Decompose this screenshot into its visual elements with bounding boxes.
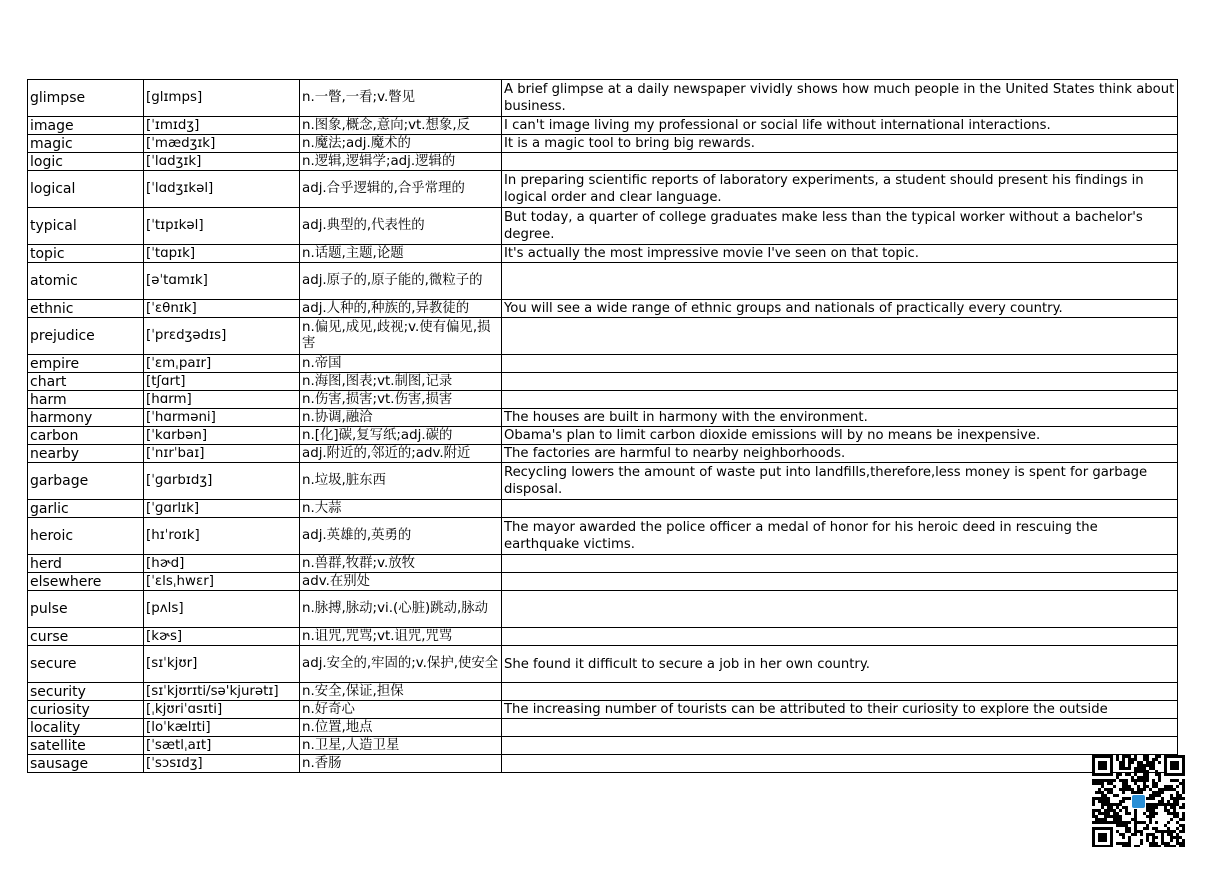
meaning-cell: n.话题,主题,论题 bbox=[300, 245, 502, 263]
example-cell: It is a magic tool to bring big rewards. bbox=[502, 135, 1178, 153]
word-cell: topic bbox=[28, 245, 144, 263]
meaning-cell: n.位置,地点 bbox=[300, 719, 502, 737]
phonetic-cell: [ˈlɑdʒɪk] bbox=[144, 153, 300, 171]
word-cell: herd bbox=[28, 555, 144, 573]
meaning-cell: adj.安全的,牢固的;v.保护,使安全 bbox=[300, 646, 502, 683]
table-row bbox=[28, 318, 1178, 355]
example-cell bbox=[502, 153, 1178, 171]
phonetic-cell: [ˈɛθnɪk] bbox=[144, 300, 300, 318]
example-cell: The mayor awarded the police officer a medal of honor for his heroic deed in rescuing the earthquake victims. bbox=[502, 518, 1178, 555]
table-row bbox=[28, 171, 1178, 208]
phonetic-cell: [hɑrm] bbox=[144, 391, 300, 409]
word-cell: ethnic bbox=[28, 300, 144, 318]
phonetic-cell: [ˈmædʒɪk] bbox=[144, 135, 300, 153]
meaning-cell: adj.合乎逻辑的,合乎常理的 bbox=[300, 171, 502, 208]
word-cell: satellite bbox=[28, 737, 144, 755]
table-row bbox=[28, 117, 1178, 135]
meaning-cell: adv.在别处 bbox=[300, 573, 502, 591]
example-cell bbox=[502, 373, 1178, 391]
word-cell: curse bbox=[28, 628, 144, 646]
example-cell: Obama's plan to limit carbon dioxide emissions will by no means be inexpensive. bbox=[502, 427, 1178, 445]
phonetic-cell: [sɪˈkjʊrɪti/sə'kjurətɪ] bbox=[144, 683, 300, 701]
word-cell: curiosity bbox=[28, 701, 144, 719]
table-row bbox=[28, 208, 1178, 245]
phonetic-cell: [ˈlɑdʒɪkəl] bbox=[144, 171, 300, 208]
phonetic-cell: [ˈsætlˌaɪt] bbox=[144, 737, 300, 755]
word-cell: glimpse bbox=[28, 80, 144, 117]
meaning-cell: n.图象,概念,意向;vt.想象,反 bbox=[300, 117, 502, 135]
meaning-cell: n.伤害,损害;vt.伤害,损害 bbox=[300, 391, 502, 409]
example-cell bbox=[502, 500, 1178, 518]
table-row bbox=[28, 153, 1178, 171]
table-row bbox=[28, 701, 1178, 719]
word-cell: carbon bbox=[28, 427, 144, 445]
example-cell bbox=[502, 391, 1178, 409]
table-row bbox=[28, 427, 1178, 445]
table-row bbox=[28, 628, 1178, 646]
phonetic-cell: [ˈnɪrˈbaɪ] bbox=[144, 445, 300, 463]
meaning-cell: n.大蒜 bbox=[300, 500, 502, 518]
phonetic-cell: [pʌls] bbox=[144, 591, 300, 628]
table-row bbox=[28, 445, 1178, 463]
phonetic-cell: [ˈkɑrbən] bbox=[144, 427, 300, 445]
word-cell: harmony bbox=[28, 409, 144, 427]
word-cell: prejudice bbox=[28, 318, 144, 355]
phonetic-cell: [glɪmps] bbox=[144, 80, 300, 117]
meaning-cell: adj.附近的,邻近的;adv.附近 bbox=[300, 445, 502, 463]
phonetic-cell: [əˈtɑmɪk] bbox=[144, 263, 300, 300]
table-row bbox=[28, 591, 1178, 628]
table-row bbox=[28, 683, 1178, 701]
example-cell bbox=[502, 555, 1178, 573]
meaning-cell: n.一瞥,一看;v.瞥见 bbox=[300, 80, 502, 117]
table-row bbox=[28, 80, 1178, 117]
word-cell: locality bbox=[28, 719, 144, 737]
table-row bbox=[28, 518, 1178, 555]
table-row bbox=[28, 355, 1178, 373]
table-row bbox=[28, 719, 1178, 737]
table-row bbox=[28, 646, 1178, 683]
meaning-cell: n.垃圾,脏东西 bbox=[300, 463, 502, 500]
example-cell: But today, a quarter of college graduates make less than the typical worker without a bachelor's degree. bbox=[502, 208, 1178, 245]
phonetic-cell: [ˈtɑpɪk] bbox=[144, 245, 300, 263]
example-cell: Recycling lowers the amount of waste put into landfills,therefore,less money is spent for garbage disposal. bbox=[502, 463, 1178, 500]
example-cell: The factories are harmful to nearby neighborhoods. bbox=[502, 445, 1178, 463]
vocabulary-table-body bbox=[28, 80, 1178, 773]
meaning-cell: n.魔法;adj.魔术的 bbox=[300, 135, 502, 153]
meaning-cell: n.兽群,牧群;v.放牧 bbox=[300, 555, 502, 573]
example-cell: A brief glimpse at a daily newspaper vividly shows how much people in the United States think about business. bbox=[502, 80, 1178, 117]
example-cell bbox=[502, 755, 1178, 773]
example-cell bbox=[502, 719, 1178, 737]
meaning-cell: adj.典型的,代表性的 bbox=[300, 208, 502, 245]
table-row bbox=[28, 755, 1178, 773]
phonetic-cell: [hɪˈroɪk] bbox=[144, 518, 300, 555]
word-cell: pulse bbox=[28, 591, 144, 628]
phonetic-cell: [ˈɛmˌpaɪr] bbox=[144, 355, 300, 373]
word-cell: typical bbox=[28, 208, 144, 245]
meaning-cell: n.偏见,成见,歧视;v.使有偏见,损害 bbox=[300, 318, 502, 355]
qr-code-graphic bbox=[1092, 755, 1186, 847]
word-cell: secure bbox=[28, 646, 144, 683]
table-row bbox=[28, 573, 1178, 591]
table-row bbox=[28, 300, 1178, 318]
word-cell: empire bbox=[28, 355, 144, 373]
table-row bbox=[28, 737, 1178, 755]
example-cell: It's actually the most impressive movie I've seen on that topic. bbox=[502, 245, 1178, 263]
phonetic-cell: [loˈkælɪti] bbox=[144, 719, 300, 737]
vocabulary-table bbox=[27, 79, 1178, 773]
qr-code-icon bbox=[1092, 755, 1186, 847]
meaning-cell: adj.人种的,种族的,异教徒的 bbox=[300, 300, 502, 318]
phonetic-cell: [ˌkjʊriˈɑsɪti] bbox=[144, 701, 300, 719]
meaning-cell: n.帝国 bbox=[300, 355, 502, 373]
word-cell: atomic bbox=[28, 263, 144, 300]
example-cell: In preparing scientific reports of laboratory experiments, a student should present his findings in logical order and clear language. bbox=[502, 171, 1178, 208]
word-cell: security bbox=[28, 683, 144, 701]
meaning-cell: n.协调,融洽 bbox=[300, 409, 502, 427]
phonetic-cell: [ˈprɛdʒədɪs] bbox=[144, 318, 300, 355]
table-row bbox=[28, 500, 1178, 518]
meaning-cell: n.好奇心 bbox=[300, 701, 502, 719]
word-cell: garbage bbox=[28, 463, 144, 500]
table-row bbox=[28, 391, 1178, 409]
phonetic-cell: [ˈɪmɪdʒ] bbox=[144, 117, 300, 135]
meaning-cell: n.安全,保证,担保 bbox=[300, 683, 502, 701]
word-cell: heroic bbox=[28, 518, 144, 555]
example-cell bbox=[502, 683, 1178, 701]
word-cell: logic bbox=[28, 153, 144, 171]
table-row bbox=[28, 263, 1178, 300]
example-cell bbox=[502, 318, 1178, 355]
meaning-cell: adj.英雄的,英勇的 bbox=[300, 518, 502, 555]
word-cell: logical bbox=[28, 171, 144, 208]
word-cell: magic bbox=[28, 135, 144, 153]
example-cell: You will see a wide range of ethnic groups and nationals of practically every country. bbox=[502, 300, 1178, 318]
word-cell: nearby bbox=[28, 445, 144, 463]
meaning-cell: adj.原子的,原子能的,微粒子的 bbox=[300, 263, 502, 300]
meaning-cell: n.脉搏,脉动;vi.(心脏)跳动,脉动 bbox=[300, 591, 502, 628]
table-row bbox=[28, 245, 1178, 263]
meaning-cell: n.香肠 bbox=[300, 755, 502, 773]
table-row bbox=[28, 555, 1178, 573]
phonetic-cell: [ˈhɑrməni] bbox=[144, 409, 300, 427]
meaning-cell: n.逻辑,逻辑学;adj.逻辑的 bbox=[300, 153, 502, 171]
example-cell bbox=[502, 355, 1178, 373]
meaning-cell: n.诅咒,咒骂;vt.诅咒,咒骂 bbox=[300, 628, 502, 646]
word-cell: harm bbox=[28, 391, 144, 409]
word-cell: elsewhere bbox=[28, 573, 144, 591]
phonetic-cell: [ˈtɪpɪkəl] bbox=[144, 208, 300, 245]
example-cell bbox=[502, 591, 1178, 628]
phonetic-cell: [tʃɑrt] bbox=[144, 373, 300, 391]
phonetic-cell: [ˈɛlsˌhwɛr] bbox=[144, 573, 300, 591]
phonetic-cell: [ˈsɔsɪdʒ] bbox=[144, 755, 300, 773]
word-cell: garlic bbox=[28, 500, 144, 518]
meaning-cell: n.海图,图表;vt.制图,记录 bbox=[300, 373, 502, 391]
word-cell: image bbox=[28, 117, 144, 135]
example-cell bbox=[502, 263, 1178, 300]
example-cell: The increasing number of tourists can be attributed to their curiosity to explore the outside bbox=[502, 701, 1178, 719]
phonetic-cell: [ˈɡɑrlɪk] bbox=[144, 500, 300, 518]
example-cell bbox=[502, 628, 1178, 646]
phonetic-cell: [kɚs] bbox=[144, 628, 300, 646]
example-cell: I can't image living my professional or social life without international interactions. bbox=[502, 117, 1178, 135]
word-cell: chart bbox=[28, 373, 144, 391]
example-cell: The houses are built in harmony with the environment. bbox=[502, 409, 1178, 427]
phonetic-cell: [hɚd] bbox=[144, 555, 300, 573]
phonetic-cell: [sɪˈkjʊr] bbox=[144, 646, 300, 683]
word-cell: sausage bbox=[28, 755, 144, 773]
phonetic-cell: [ˈɡɑrbɪdʒ] bbox=[144, 463, 300, 500]
meaning-cell: n.卫星,人造卫星 bbox=[300, 737, 502, 755]
example-cell bbox=[502, 573, 1178, 591]
table-row bbox=[28, 135, 1178, 153]
example-cell: She found it difficult to secure a job in her own country. bbox=[502, 646, 1178, 683]
example-cell bbox=[502, 737, 1178, 755]
meaning-cell: n.[化]碳,复写纸;adj.碳的 bbox=[300, 427, 502, 445]
table-row bbox=[28, 409, 1178, 427]
table-row bbox=[28, 373, 1178, 391]
table-row bbox=[28, 463, 1178, 500]
